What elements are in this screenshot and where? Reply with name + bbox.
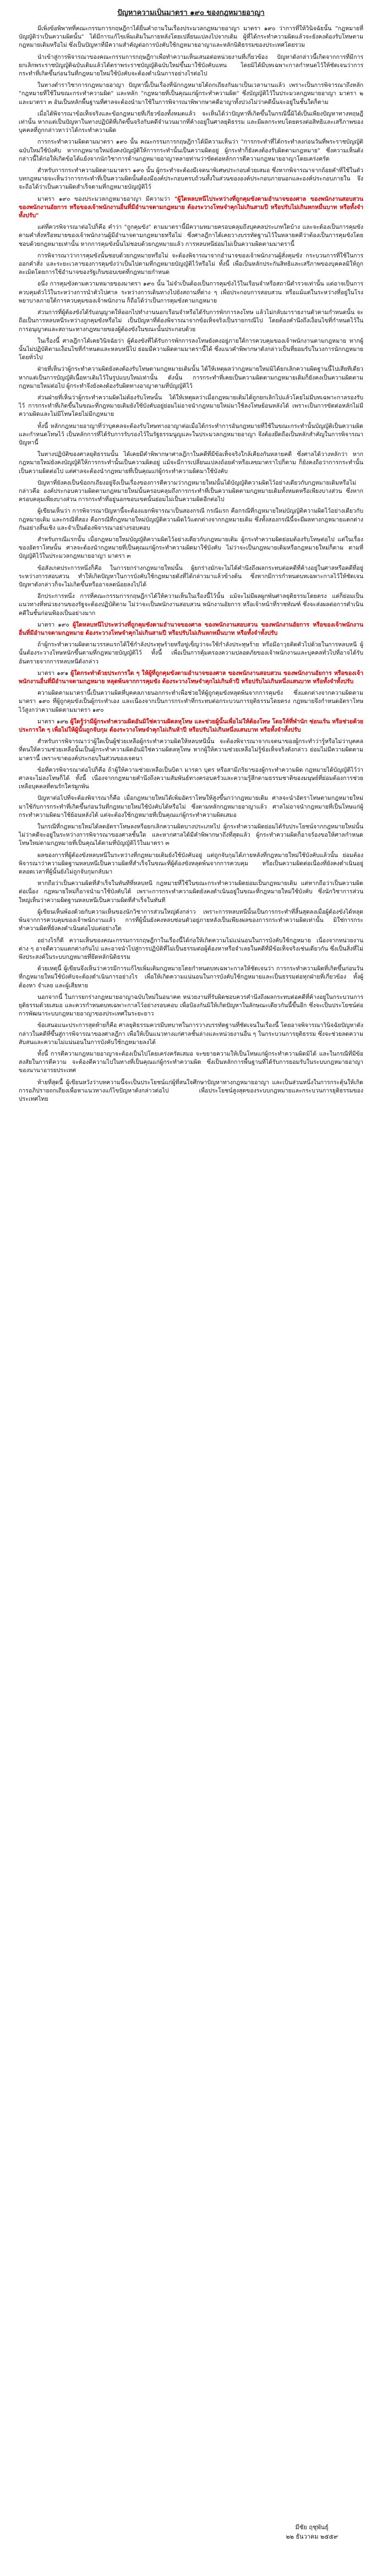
paragraph-text: ความผิดตามมาตรานี้เป็นความผิดที่บุคคลภายนอกกระทำเพื่อช่วยให้ผู้ถูกคุมขังหลุดพ้นจากการคุมขัง ซึ่งแตกต่างจากความผิดตามมาตรา ๑๙๐ ที่ผู้ถูกคุมขังเป็นผู้กระทำเอง และเนื่องจากเป็นการกระทำที่กระทบต่อกระบวนการยุติธรรมโดยตรง กฎหมายจึงกำหนดอัตราโทษไว้สูงกว่าความผิดตามมาตรา ๑๙๐ <box>19 690 363 713</box>
paragraph-text: การกระทำความผิดตามมาตรา ๑๙๐ นั้น คณะกรรมการกฤษฎีกาได้มีความเห็นว่า "การกระทำที่ได้กระทำลงก่อนวันที่พระราชบัญญัติฉบับใหม่ใช้บังคับ หากกฎหมายใหม่ยังคงบัญญัติให้การกระทำนั้นเป็นความผิดอยู่ ผู้กระทำก็ยังคงต้องรับผิดตามกฎหมาย" ซึ่งความเห็นดังกล่าวนี้ได้ก่อให้เกิดข้อโต้แย้งจากนักวิชาการด้านกฎหมายอาญาหลายท่านว่าขัดต่อหลักการตีความกฎหมายอาญาโดยเคร่งครัด <box>19 139 363 162</box>
paragraph-text: ในทางปฏิบัติของศาลยุติธรรมนั้น ได้เคยมีคำพิพากษาศาลฎีกาในคดีที่มีข้อเท็จจริงใกล้เคียงกันหลายคดี ซึ่งศาลได้วางหลักว่า หากกฎหมายใหม่ยังคงบัญญัติให้การกระทำนั้นเป็นความผิดอยู่ แม้จะมีการเปลี่ยนแปลงถ้อยคำหรือเลขมาตราไปก็ตาม ก็ยังคงถือว่าการกระทำนั้นเป็นความผิดต่อไป แต่ศาลจะต้องนำกฎหมายที่เป็นคุณแก่ผู้กระทำความผิดมาใช้บังคับ <box>19 451 363 475</box>
paragraph <box>19 365 363 391</box>
paragraph <box>19 1050 363 1075</box>
paragraph-text: อนึ่ง การคุมขังตามความหมายของมาตรา ๑๙๐ นั้น ไม่จำเป็นต้องเป็นการคุมขังไว้ในเรือนจำหรือสถานีตำรวจเท่านั้น แต่อาจเป็นการควบคุมตัวไว้ในระหว่างการนำตัวไปศาล ระหว่างการเดินทางไปยังสถานที่ต่าง ๆ เพื่อประกอบการสอบสวน หรือแม้แต่ในระหว่างที่อยู่ในโรงพยาบาลภายใต้การควบคุมของเจ้าพนักงาน ก็ถือได้ว่าเป็นการคุมขังตามกฎหมาย <box>19 281 363 304</box>
paragraph <box>19 25 363 50</box>
paragraph-text: ปัญหาที่ยังคงเป็นข้อถกเถียงอยู่จึงเป็นเรื่องของการตีความว่ากฎหมายใหม่นั้นได้บัญญัติความผิดไว้อย่างเดียวกับกฎหมายเดิมหรือไม่ กล่าวคือ องค์ประกอบความผิดตามกฎหมายใหม่นั้นครอบคลุมถึงการกระทำที่เป็นความผิดตามกฎหมายเดิมทั้งหมดหรือเพียงบางส่วน ซึ่งหากครอบคลุมเพียงบางส่วน การกระทำที่อยู่นอกขอบเขตนั้นย่อมไม่เป็นความผิดอีกต่อไป <box>19 479 363 503</box>
paragraph-text: สำหรับการกระทำความผิดตามมาตรา ๑๙๐ นั้น ผู้กระทำจะต้องมีเจตนาพิเศษประกอบด้วยเสมอ ซึ่งหากพิจารณาจากถ้อยคำที่ใช้ในตัวบทกฎหมายจะเห็นว่าการกระทำที่เป็นความผิดนั้นต้องมีองค์ประกอบครบถ้วนทั้งในส่วนขององค์ประกอบภายนอกและองค์ประกอบภายใน จึงจะถือได้ว่าเป็นความผิดสำเร็จตามที่กฎหมายบัญญัติไว้ <box>19 167 363 191</box>
paragraph-text: ผู้เขียนเห็นพ้องด้วยกับความเห็นของนักวิชาการส่วนใหญ่ดังกล่าว เพราะการหลบหนีนั้นเป็นการกระทำที่สิ้นสุดลงเมื่อผู้ต้องขังได้หลุดพ้นจากการควบคุมของเจ้าพนักงานแล้ว การที่ผู้นั้นยังคงหลบซ่อนตัวอยู่ภายหลังเป็นเพียงผลของการกระทำความผิดเท่านั้น มิใช่การกระทำความผิดที่ยังคงดำเนินต่อไปแต่อย่างใด <box>19 908 363 932</box>
paragraph-text: ผู้เขียนเห็นว่า การพิจารณาปัญหานี้จะต้องแยกพิจารณาเป็นสองกรณี กรณีแรก คือกรณีที่กฎหมายใหม่บัญญัติความผิดไว้อย่างเดียวกับกฎหมายเดิม และกรณีที่สอง คือกรณีที่กฎหมายใหม่บัญญัติความผิดไว้แตกต่างจากกฎหมายเดิม ซึ่งทั้งสองกรณีนี้จะมีผลทางกฎหมายแตกต่างกันอย่างสิ้นเชิง และจำเป็นต้องพิจารณาอย่างรอบคอบ <box>19 508 363 531</box>
paragraph <box>19 766 363 792</box>
paragraph-text: หากถือว่าเป็นความผิดที่สำเร็จในทันทีที่หลบหนี กฎหมายที่ใช้ในขณะกระทำความผิดย่อมเป็นกฎหมายเดิม แต่หากถือว่าเป็นความผิดต่อเนื่อง กฎหมายใหม่ก็อาจนำมาใช้บังคับได้ เพราะการกระทำความผิดยังคงดำเนินอยู่ในขณะที่กฎหมายใหม่ใช้บังคับ ซึ่งนักวิชาการส่วนใหญ่เห็นว่าความผิดฐานหลบหนีเป็นความผิดที่สำเร็จในทันที <box>19 880 363 904</box>
paragraph-text: ข้อเสนอแนะประการสุดท้ายก็คือ ศาลยุติธรรมควรมีบทบาทในการวางบรรทัดฐานที่ชัดเจนในเรื่องนี้ โดยอาจพิจารณาวินิจฉัยปัญหาดังกล่าวในคดีที่ขึ้นสู่การพิจารณาของศาลฎีกา เพื่อให้เป็นแนวทางแก่ศาลชั้นล่างและหน่วยงานอื่น ๆ ในกระบวนการยุติธรรม ซึ่งจะช่วยลดความสับสนและความไม่แน่นอนในการบังคับใช้กฎหมายลงได้ <box>19 1022 363 1046</box>
paragraph <box>19 53 363 79</box>
paragraph <box>19 592 363 618</box>
paragraph <box>19 309 363 334</box>
paragraph <box>19 451 363 476</box>
paragraph <box>19 564 363 590</box>
document-title: ปัญหาความเป็นมาตรา ๑๙๐ ของกฎหมายอาญา <box>117 9 265 17</box>
paragraph <box>19 223 363 249</box>
paragraph-text: สำหรับการพิจารณาว่าผู้ใดเป็นผู้ช่วยเหลือผู้กระทำความผิดให้หลบหนีนั้น จะต้องพิจารณาจากเจตนาของผู้กระทำว่ารู้หรือไม่ว่าบุคคลที่ตนให้ความช่วยเหลือนั้นเป็นผู้กระทำความผิดอันมิใช่ความผิดลหุโทษ หากผู้ให้ความช่วยเหลือไม่รู้ข้อเท็จจริงดังกล่าว ย่อมไม่มีความผิดตามมาตรานี้ เพราะขาดองค์ประกอบในส่วนของเจตนา <box>19 738 363 762</box>
paragraph <box>19 394 363 419</box>
paragraph <box>19 852 363 877</box>
paragraph <box>19 138 363 163</box>
paragraph <box>19 621 363 638</box>
paragraph <box>19 167 363 192</box>
paragraph-text: ในทางตำราวิชาการกฎหมายอาญา ปัญหานี้เป็นเรื่องที่นักกฎหมายได้ถกเถียงกันมาเป็นเวลานานแล้ว เพราะเป็นการพิจารณาถึงหลัก "กฎหมายที่ใช้ในขณะกระทำความผิด" และหลัก "กฎหมายที่เป็นคุณแก่ผู้กระทำความผิด" ซึ่งบัญญัติไว้ในประมวลกฎหมายอาญา มาตรา ๒ และมาตรา ๓ อันเป็นหลักพื้นฐานที่ศาลจะต้องนำมาใช้ในการพิจารณาพิพากษาคดีอาญาทั้งปวงไม่ว่าคดีนั้นจะอยู่ในชั้นใดก็ตาม <box>19 82 363 106</box>
paragraph <box>19 422 363 448</box>
paragraph-text: ส่วนการที่ผู้ต้องขังได้รับอนุญาตให้ออกไปทำงานนอกเรือนจำหรือได้รับการพักการลงโทษ แล้วไม่กลับมารายงานตัวตามกำหนดนั้น จะถือเป็นการหลบหนีระหว่างถูกคุมขังหรือไม่ เป็นปัญหาที่ต้องพิจารณาจากข้อเท็จจริงเป็นรายกรณีไป โดยต้องคำนึงถึงเงื่อนไขที่กำหนดไว้ในการอนุญาตและสถานะทางกฎหมายของผู้ต้องขังในขณะนั้นประกอบด้วย <box>19 309 363 333</box>
paragraph-text: การพิจารณาว่าการคุมขังนั้นชอบด้วยกฎหมายหรือไม่ จะต้องพิจารณาจากอำนาจของเจ้าพนักงานผู้สั่งคุมขัง กระบวนการที่ใช้ในการออกคำสั่ง และระยะเวลาของการคุมขังว่าเป็นไปตามที่กฎหมายบัญญัติไว้หรือไม่ ทั้งนี้ เพื่อเป็นหลักประกันสิทธิและเสรีภาพของบุคคลมิให้ถูกละเมิดโดยการใช้อำนาจของรัฐเกินขอบเขตที่กฎหมายกำหนด <box>19 252 363 276</box>
paragraph-text: สำหรับกรณีแรกนั้น เมื่อกฎหมายใหม่บัญญัติความผิดไว้อย่างเดียวกับกฎหมายเดิม ผู้กระทำความผิดย่อมต้องรับโทษต่อไป แต่ในเรื่องของอัตราโทษนั้น ศาลจะต้องนำกฎหมายที่เป็นคุณแก่ผู้กระทำความผิดมาใช้บังคับ ไม่ว่าจะเป็นกฎหมายเดิมหรือกฎหมายใหม่ก็ตาม ตามที่บัญญัติไว้ในประมวลกฎหมายอาญา มาตรา ๓ <box>19 536 363 560</box>
paragraph-text: นอกจากนี้ ในการยกร่างกฎหมายอาญาฉบับใหม่ในอนาคต หน่วยงานที่รับผิดชอบควรคำนึงถึงผลกระทบต่อคดีที่ค้างอยู่ในกระบวนการยุติธรรมด้วยเสมอ และควรกำหนดบทเฉพาะกาลไว้อย่างรอบคอบ เพื่อป้องกันมิให้เกิดปัญหาในลักษณะเดียวกันนี้ขึ้นอีก ซึ่งจะเป็นประโยชน์ต่อการพัฒนาระบบกฎหมายอาญาของประเทศในระยะยาว <box>19 993 363 1018</box>
paragraph-text: ฝ่ายที่เห็นว่าผู้กระทำความผิดยังคงต้องรับโทษตามกฎหมายเดิมนั้น ได้ให้เหตุผลว่ากฎหมายใหม่มิได้ยกเลิกความผิดฐานนี้ไปเสียทีเดียว หากแต่เป็นการบัญญัติเนื้อหาเดิมไว้ในรูปแบบใหม่เท่านั้น ดังนั้น การกระทำที่เคยเป็นความผิดตามกฎหมายเดิมก็ยังคงเป็นความผิดตามกฎหมายใหม่ต่อไป ผู้กระทำจึงยังคงต้องรับผิดทางอาญาตามที่บัญญัติไว้ <box>19 366 363 389</box>
paragraph-text: ท้ายที่สุดนี้ ผู้เขียนหวังว่าบทความนี้จะเป็นประโยชน์แก่ผู้ที่สนใจศึกษาปัญหาทางกฎหมายอาญา และเป็นส่วนหนึ่งในการกระตุ้นให้เกิดการอภิปรายถกเถียงเพื่อหาแนวทางแก้ไขปัญหาดังกล่าวต่อไป เพื่อประโยชน์สูงสุดของระบบกฎหมายและกระบวนการยุติธรรมของประเทศไทย <box>19 1079 363 1102</box>
paragraph-text: อีกประการหนึ่ง การที่คณะกรรมการกฤษฎีกาได้ให้ความเห็นในเรื่องนี้ไว้นั้น แม้จะไม่มีผลผูกพันศาลยุติธรรมโดยตรง แต่ก็ย่อมเป็นแนวทางที่หน่วยงานของรัฐจะต้องปฏิบัติตาม ไม่ว่าจะเป็นพนักงานสอบสวน พนักงานอัยการ หรือเจ้าหน้าที่ราชทัณฑ์ ซึ่งจะส่งผลต่อการดำเนินคดีในชั้นก่อนฟ้องเป็นอย่างมาก <box>19 593 363 617</box>
paragraph-text: ข้อที่ควรพิจารณาต่อไปก็คือ ถ้าผู้ให้ความช่วยเหลือเป็นบิดา มารดา บุตร หรือสามีภริยาของผู้กระทำความผิด กฎหมายได้บัญญัติไว้ว่าศาลจะไม่ลงโทษก็ได้ ทั้งนี้ เนื่องจากกฎหมายคำนึงถึงความสัมพันธ์ทางครอบครัวและความรู้สึกตามธรรมชาติของมนุษย์ที่ย่อมต้องการช่วยเหลือบุคคลที่ตนรักใคร่ผูกพัน <box>19 766 363 790</box>
paragraph-text: มาตรา ๑๙๐ ของประมวลกฎหมายอาญา มีความว่า <box>37 195 174 202</box>
paragraph-text: มีเพิ่งข้อพิพาทที่คณะกรรมการกฤษฎีกาได้ยื่นคำถามในเรื่องประมวลกฎหมายอาญา มาตรา ๑๙๐ ว่าการที่ให้วินิจฉัยนั้น "กฎหมายที่บัญญัติว่าเป็นความผิดนั้น" ได้มีการแก้ไขเพิ่มเติมในภายหลังโดยเปลี่ยนแปลงไปจากเดิม ผู้ที่ได้กระทำความผิดแล้วจะยังคงต้องรับโทษตามกฎหมายเดิมหรือไม่ ซึ่งเป็นปัญหาที่มีความสำคัญต่อการบังคับใช้กฎหมายอาญาและหลักนิติธรรมของประเทศโดยรวม <box>19 25 363 49</box>
paragraph-text: มาตรา ๑๙๐ <box>37 621 73 628</box>
paragraph-text: ทั้งนี้ หลักกฎหมายอาญาที่ว่าบุคคลจะต้องรับโทษทางอาญาต่อเมื่อได้กระทำการอันกฎหมายที่ใช้ในขณะกระทำนั้นบัญญัติเป็นความผิดและกำหนดโทษไว้ เป็นหลักการที่ได้รับการรับรองไว้ในรัฐธรรมนูญและในประมวลกฎหมายอาญา จึงต้องยึดถือเป็นหลักสำคัญในการพิจารณาปัญหานี้ <box>19 422 363 446</box>
paragraph <box>19 880 363 905</box>
paragraph <box>19 823 363 848</box>
author-name: มีชัย ฤชุพันธุ์ <box>295 2524 329 2531</box>
paragraph-text: มาตรา ๑๙๑ <box>37 669 71 677</box>
paragraph <box>19 280 363 305</box>
paragraph <box>19 993 363 1019</box>
highlighted-legal-text: ผู้ใดหลบหนีไประหว่างที่ถูกคุมขังตามอำนาจของศาล ของพนักงานสอบสวน ของพนักงานอัยการ หรือของเจ้าพนักงานอื่นที่มีอำนาจตามกฎหมาย ต้องระวางโทษจำคุกไม่เกินสามปี หรือปรับไม่เกินหกหมื่นบาท หรือทั้งจำทั้งปรับ <box>19 621 363 636</box>
highlighted-legal-text: "ผู้ใดหลบหนีไประหว่างที่ถูกคุมขังตามอำนาจของศาล ของพนักงานสอบสวน ของพนักงานอัยการ หรือของเจ้าพนักงานอื่นที่มีอำนาจตามกฎหมาย ต้องระวางโทษจำคุกไม่เกินสามปี หรือปรับไม่เกินหกหมื่นบาท หรือทั้งจำทั้งปรับ" <box>19 195 363 219</box>
paragraph <box>19 81 363 107</box>
paragraph-text: เมื่อได้พิจารณาข้อเท็จจริงและข้อกฎหมายที่เกี่ยวข้องทั้งหมดแล้ว จะเห็นได้ว่าปัญหาที่เกิดขึ้นในกรณีนี้มิได้เป็นเพียงปัญหาทางทฤษฎีเท่านั้น หากแต่เป็นปัญหาในทางปฏิบัติที่เกิดขึ้นจริงกับคดีจำนวนมากที่ค้างอยู่ในศาลยุติธรรม และมีผลกระทบโดยตรงต่อสิทธิและเสรีภาพของบุคคลที่ถูกกล่าวหาว่าได้กระทำความผิด <box>19 110 363 134</box>
paragraph-text: ผลของการที่ผู้ต้องขังหลบหนีในระหว่างที่กฎหมายเดิมยังใช้บังคับอยู่ แต่ถูกจับกุมได้ภายหลังที่กฎหมายใหม่ใช้บังคับแล้วนั้น ย่อมต้องพิจารณาว่าความผิดฐานหลบหนีเป็นความผิดที่สำเร็จในขณะที่ผู้ต้องขังหลุดพ้นจากการควบคุม หรือเป็นความผิดต่อเนื่องที่ยังคงดำเนินอยู่ตลอดเวลาที่ผู้นั้นยังไม่ถูกจับกุมกลับมา <box>19 852 363 876</box>
paragraph-text: ด้วยเหตุนี้ ผู้เขียนจึงเห็นว่าควรมีการแก้ไขเพิ่มเติมกฎหมายโดยกำหนดบทเฉพาะกาลให้ชัดเจนว่า การกระทำความผิดที่เกิดขึ้นก่อนวันที่กฎหมายใหม่ใช้บังคับจะต้องดำเนินการอย่างไร เพื่อให้เกิดความแน่นอนในการบังคับใช้กฎหมายและเป็นธรรมต่อทุกฝ่ายที่เกี่ยวข้อง ทั้งผู้ต้องหา จำเลย และผู้เสียหาย <box>19 965 363 989</box>
paragraph <box>19 195 363 221</box>
paragraph-text: ส่วนฝ่ายที่เห็นว่าผู้กระทำความผิดไม่ต้องรับโทษนั้น ได้ให้เหตุผลว่าเมื่อกฎหมายเดิมได้ถูกยกเลิกไปแล้วโดยไม่มีบทเฉพาะกาลรองรับไว้ การกระทำที่เกิดขึ้นในขณะที่กฎหมายเดิมยังใช้บังคับอยู่ย่อมไม่อาจนำกฎหมายใหม่มาใช้ลงโทษย้อนหลังได้ เพราะเป็นการขัดต่อหลักไม่มีความผิดและไม่มีโทษโดยไม่มีกฎหมาย <box>19 394 363 418</box>
paragraph <box>19 718 363 734</box>
paragraph-text: อย่างไรก็ดี ความเห็นของคณะกรรมการกฤษฎีกาในเรื่องนี้ได้ก่อให้เกิดความไม่แน่นอนในการบังคับใช้กฎหมาย เนื่องจากหน่วยงานต่าง ๆ อาจตีความแตกต่างกันไป และอาจนำไปสู่การปฏิบัติที่ไม่เป็นธรรมต่อผู้ต้องหาหรือจำเลยในคดีที่มีข้อเท็จจริงเช่นเดียวกัน ซึ่งเป็นสิ่งที่ไม่พึงประสงค์ในระบบกฎหมายที่ยึดหลักนิติธรรม <box>19 937 363 960</box>
paragraph <box>19 1079 363 1104</box>
paragraph <box>19 669 363 686</box>
signature-date: ๒๒ ธันวาคม ๒๕๕๙ <box>286 2533 338 2540</box>
paragraph <box>19 908 363 933</box>
paragraph <box>19 1021 363 1047</box>
paragraph <box>19 794 363 820</box>
paragraph-text: นำเข้าสู่การพิจารณาของคณะกรรมการกฤษฎีกาเพื่อทำความเห็นเสนอต่อหน่วยงานที่เกี่ยวข้อง ปัญหาดังกล่าวนี้เกิดจากการที่มีการยกเลิกพระราชบัญญัติฉบับเดิมแล้วได้ตราพระราชบัญญัติฉบับใหม่ขึ้นมาใช้บังคับแทน โดยมิได้มีบทเฉพาะกาลกำหนดไว้ให้ชัดเจนว่าการกระทำที่เกิดขึ้นก่อนวันที่กฎหมายใหม่ใช้บังคับจะต้องดำเนินการอย่างไรต่อไป <box>19 53 363 78</box>
paragraph <box>19 337 363 362</box>
highlighted-legal-text: ผู้ใดกระทำด้วยประการใด ๆ ให้ผู้ที่ถูกคุมขังตามอำนาจของศาล ของพนักงานสอบสวน ของพนักงานอัยการ หรือของเจ้าพนักงานอื่นที่มีอำนาจตามกฎหมาย หลุดพ้นจากการคุมขัง ต้องระวางโทษจำคุกไม่เกินห้าปี หรือปรับไม่เกินหนึ่งแสนบาท หรือทั้งจำทั้งปรับ <box>19 669 363 685</box>
paragraph <box>19 252 363 277</box>
paragraph <box>19 507 363 532</box>
highlighted-legal-text: ผู้ใดรู้ว่ามีผู้กระทำความผิดอันมิใช่ความผิดลหุโทษ และช่วยผู้นั้นเพื่อไม่ให้ต้องโทษ โดยให้ที่พำนัก ซ่อนเร้น หรือช่วยด้วยประการใด ๆ เพื่อไม่ให้ผู้นั้นถูกจับกุม ต้องระวางโทษจำคุกไม่เกินห้าปี หรือปรับไม่เกินหนึ่งแสนบาท หรือทั้งจำทั้งปรับ <box>19 718 364 734</box>
signature-block <box>286 2523 338 2541</box>
paragraph <box>19 738 363 763</box>
document-body <box>19 25 363 1103</box>
paragraph-text: ข้อสังเกตประการหนึ่งก็คือ ในการยกร่างกฎหมายใหม่นั้น ผู้ยกร่างมักจะไม่ได้คำนึงถึงผลกระทบต่อคดีที่ค้างอยู่ในศาลหรือคดีที่อยู่ระหว่างการสอบสวน ทำให้เกิดปัญหาในการบังคับใช้กฎหมายดังที่ได้กล่าวมาแล้วข้างต้น ซึ่งหากมีการกำหนดบทเฉพาะกาลไว้ให้ชัดเจน ปัญหาดังกล่าวก็จะไม่เกิดขึ้นหรืออาจลดน้อยลงไปได้ <box>19 564 363 588</box>
paragraph-text: ถ้าผู้กระทำความผิดตามวรรคแรกได้ใช้กำลังประทุษร้ายหรือขู่เข็ญว่าจะใช้กำลังประทุษร้าย หรือมีอาวุธติดตัวไปด้วยในการหลบหนี ผู้นั้นต้องระวางโทษหนักขึ้นตามที่กฎหมายบัญญัติไว้ ทั้งนี้ เพื่อเป็นการคุ้มครองความปลอดภัยของเจ้าพนักงานและบุคคลทั่วไปที่อาจได้รับอันตรายจากการหลบหนีดังกล่าว <box>19 641 363 665</box>
paragraph-text: มาตรา ๑๙๒ <box>37 718 70 725</box>
paragraph-text: ในเรื่องนี้ ศาลฎีกาได้เคยวินิจฉัยว่า ผู้ต้องขังที่ได้รับการพักการลงโทษยังคงอยู่ภายใต้การควบคุมของเจ้าพนักงานตามกฎหมาย หากผู้นั้นไม่ปฏิบัติตามเงื่อนไขที่กำหนดและหลบหนีไป ย่อมมีความผิดตามมาตรานี้ได้ ซึ่งแนวคำพิพากษาดังกล่าวเป็นที่ยอมรับในวงการนักกฎหมายโดยทั่วไป <box>19 337 363 361</box>
paragraph-text: ปัญหาต่อไปที่จะต้องพิจารณาก็คือ เมื่อกฎหมายใหม่ได้เพิ่มอัตราโทษให้สูงขึ้นกว่ากฎหมายเดิม ศาลจะนำอัตราโทษตามกฎหมายใหม่มาใช้กับการกระทำที่เกิดขึ้นก่อนวันที่กฎหมายใหม่ใช้บังคับได้หรือไม่ ซึ่งตามหลักกฎหมายอาญาแล้ว ศาลไม่อาจนำกฎหมายที่เป็นโทษแก่ผู้กระทำความผิดมาใช้ย้อนหลังได้ แต่จะต้องใช้กฎหมายที่เป็นคุณแก่ผู้กระทำความผิดเสมอ <box>19 795 363 819</box>
paragraph <box>19 641 363 666</box>
paragraph-text: ทั้งนี้ การตีความกฎหมายอาญาจะต้องเป็นไปโดยเคร่งครัดเสมอ จะขยายความให้เป็นโทษแก่ผู้กระทำความผิดมิได้ และในกรณีที่มีข้อสงสัยในการตีความ จะต้องตีความไปในทางที่เป็นคุณแก่ผู้กระทำความผิด ซึ่งเป็นหลักการพื้นฐานที่ได้รับการยอมรับในระบบกฎหมายอาญาของนานาอารยประเทศ <box>19 1050 363 1074</box>
paragraph-text: แต่ที่ควรพิจารณาต่อไปก็คือ คำว่า "ถูกคุมขัง" ตามมาตรานี้มีความหมายครอบคลุมถึงบุคคลประเภทใดบ้าง และจะต้องเป็นการคุมขังตามคำสั่งหรือหมายของเจ้าพนักงานผู้มีอำนาจตามกฎหมายหรือไม่ ซึ่งศาลฎีกาได้เคยวางบรรทัดฐานไว้ในหลายคดีว่าต้องเป็นการคุมขังโดยชอบด้วยกฎหมายเท่านั้น หากการคุมขังนั้นไม่ชอบด้วยกฎหมายแล้ว การหลบหนีย่อมไม่เป็นความผิดตามมาตรานี้ <box>19 224 363 248</box>
paragraph <box>19 965 363 990</box>
paragraph <box>19 479 363 504</box>
paragraph <box>19 110 363 135</box>
paragraph <box>19 689 363 715</box>
paragraph-text: ในกรณีที่กฎหมายใหม่ได้ลดอัตราโทษลงหรือยกเลิกความผิดบางประเภทไป ผู้กระทำความผิดย่อมได้รับประโยชน์จากกฎหมายใหม่นั้น ไม่ว่าคดีจะอยู่ในระหว่างการพิจารณาของศาลชั้นใด และหากศาลได้มีคำพิพากษาถึงที่สุดแล้ว ผู้กระทำความผิดก็อาจร้องขอให้ศาลกำหนดโทษใหม่ตามกฎหมายที่เป็นคุณได้ตามที่บัญญัติไว้ในมาตรา ๓ <box>19 823 363 847</box>
paragraph <box>19 937 363 962</box>
paragraph <box>19 536 363 561</box>
